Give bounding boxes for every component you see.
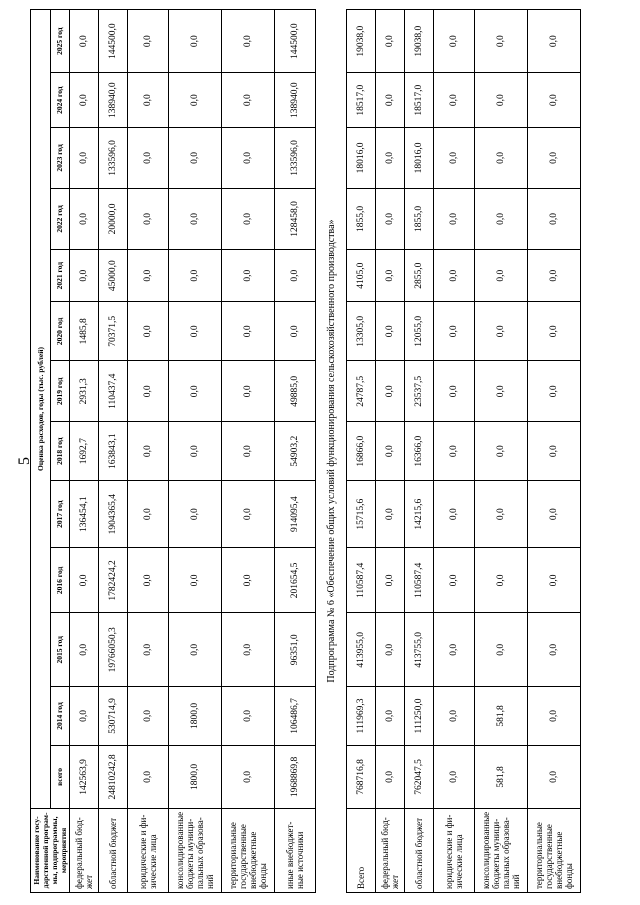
year-column-header: 2024 год xyxy=(50,73,70,128)
value-cell: 0,0 xyxy=(376,361,405,422)
value-cell: 106486,7 xyxy=(275,687,316,746)
value-cell: 24787,5 xyxy=(347,361,376,422)
value-cell: 0,0 xyxy=(528,745,581,808)
value-cell: 0,0 xyxy=(222,249,275,302)
row-label: юридические и фи-зические лица xyxy=(434,808,475,892)
value-cell: 0,0 xyxy=(169,302,222,361)
value-cell: 0,0 xyxy=(528,548,581,613)
value-cell: 24810242,8 xyxy=(99,745,128,808)
value-cell: 413955,0 xyxy=(347,613,376,687)
year-column-header: 2021 год xyxy=(50,249,70,302)
value-cell: 0,0 xyxy=(128,687,169,746)
value-cell: 0,0 xyxy=(434,687,475,746)
value-cell: 0,0 xyxy=(169,481,222,548)
value-cell: 0,0 xyxy=(70,613,99,687)
value-cell: 0,0 xyxy=(434,127,475,188)
value-cell: 0,0 xyxy=(169,422,222,481)
subprogram-title: Подпрограмма № 6 «Обеспечение общих условий функционирования сельскохозяйственного производства» xyxy=(325,219,337,683)
value-cell: 0,0 xyxy=(70,687,99,746)
value-cell: 20000,0 xyxy=(99,188,128,249)
value-cell: 4105,0 xyxy=(347,249,376,302)
value-cell: 18517,0 xyxy=(405,73,434,128)
year-column-header: 2017 год xyxy=(50,481,70,548)
value-cell: 0,0 xyxy=(169,127,222,188)
value-cell: 0,0 xyxy=(275,249,316,302)
value-cell: 0,0 xyxy=(222,613,275,687)
value-cell: 0,0 xyxy=(528,249,581,302)
value-cell: 0,0 xyxy=(128,188,169,249)
value-cell: 0,0 xyxy=(128,73,169,128)
value-cell: 142563,9 xyxy=(70,745,99,808)
year-column-header: 2023 год xyxy=(50,127,70,188)
value-cell: 0,0 xyxy=(376,481,405,548)
value-cell: 0,0 xyxy=(222,188,275,249)
value-cell: 1800,0 xyxy=(169,745,222,808)
value-cell: 133596,0 xyxy=(275,127,316,188)
value-cell: 0,0 xyxy=(222,687,275,746)
row-label: территориальные государственные внебюджетные фонды xyxy=(222,808,275,892)
row-label: Всего xyxy=(347,808,376,892)
value-cell: 49885,0 xyxy=(275,361,316,422)
value-cell: 0,0 xyxy=(434,188,475,249)
year-header-row xyxy=(50,10,70,893)
value-cell: 0,0 xyxy=(528,127,581,188)
value-cell: 0,0 xyxy=(434,745,475,808)
year-column-header: 2020 год xyxy=(50,302,70,361)
row-label: федеральный бюд-жет xyxy=(70,808,99,892)
value-cell: 0,0 xyxy=(376,188,405,249)
value-cell: 19766050,3 xyxy=(99,613,128,687)
row-label: федеральный бюд-жет xyxy=(376,808,405,892)
year-column-header: 2025 год xyxy=(50,10,70,73)
value-cell: 0,0 xyxy=(434,10,475,73)
table-row xyxy=(128,10,169,893)
value-cell: 0,0 xyxy=(222,361,275,422)
year-column-header: 2022 год xyxy=(50,188,70,249)
table-row xyxy=(222,10,275,893)
value-cell: 128458,0 xyxy=(275,188,316,249)
value-cell: 0,0 xyxy=(434,613,475,687)
table-row xyxy=(434,10,475,893)
year-column-header: 2015 год xyxy=(50,613,70,687)
row-label: территориальные государственные внебюджетные фонды xyxy=(528,808,581,892)
value-cell: 0,0 xyxy=(169,361,222,422)
value-cell: 581,8 xyxy=(475,745,528,808)
value-cell: 0,0 xyxy=(528,481,581,548)
value-cell: 0,0 xyxy=(128,10,169,73)
row-label: консолидированные бюджеты муници-пальных образова-ний xyxy=(169,808,222,892)
value-cell: 0,0 xyxy=(128,613,169,687)
value-cell: 0,0 xyxy=(169,613,222,687)
value-cell: 0,0 xyxy=(434,73,475,128)
value-cell: 0,0 xyxy=(70,548,99,613)
table-row xyxy=(99,10,128,893)
value-cell: 1485,8 xyxy=(70,302,99,361)
year-column-header: 2018 год xyxy=(50,422,70,481)
value-cell: 0,0 xyxy=(376,613,405,687)
table-row xyxy=(528,10,581,893)
year-column-header: 2014 год xyxy=(50,687,70,746)
value-cell: 16866,0 xyxy=(347,422,376,481)
value-cell: 0,0 xyxy=(128,548,169,613)
value-cell: 0,0 xyxy=(128,361,169,422)
value-cell: 1692,7 xyxy=(70,422,99,481)
value-cell: 0,0 xyxy=(475,613,528,687)
value-cell: 0,0 xyxy=(475,302,528,361)
value-cell: 0,0 xyxy=(376,687,405,746)
value-cell: 13305,0 xyxy=(347,302,376,361)
table-row xyxy=(275,10,316,893)
expense-group-header: Оценка расходов, годы (тыс. рублей) xyxy=(31,10,51,809)
value-cell: 0,0 xyxy=(434,361,475,422)
value-cell: 136454,1 xyxy=(70,481,99,548)
value-cell: 0,0 xyxy=(70,188,99,249)
value-cell: 0,0 xyxy=(475,422,528,481)
value-cell: 0,0 xyxy=(376,302,405,361)
value-cell: 1800,0 xyxy=(169,687,222,746)
value-cell: 2931,3 xyxy=(70,361,99,422)
page-number: 5 xyxy=(16,457,33,465)
value-cell: 19038,0 xyxy=(347,10,376,73)
row-label: областной бюджет xyxy=(99,808,128,892)
value-cell: 0,0 xyxy=(475,548,528,613)
table-row xyxy=(347,10,376,893)
name-column-header: Наименование госу-дарственной програм-мы, подпрограммы, мероприятия xyxy=(31,808,70,892)
value-cell: 0,0 xyxy=(222,548,275,613)
section-2-body xyxy=(347,10,581,893)
value-cell: 0,0 xyxy=(169,249,222,302)
value-cell: 0,0 xyxy=(222,73,275,128)
value-cell: 96351,0 xyxy=(275,613,316,687)
value-cell: 1968869,8 xyxy=(275,745,316,808)
value-cell: 23537,5 xyxy=(405,361,434,422)
value-cell: 1904365,4 xyxy=(99,481,128,548)
value-cell: 1855,0 xyxy=(405,188,434,249)
value-cell: 0,0 xyxy=(128,745,169,808)
row-label: областной бюджет xyxy=(405,808,434,892)
value-cell: 762047,5 xyxy=(405,745,434,808)
value-cell: 914095,4 xyxy=(275,481,316,548)
value-cell: 0,0 xyxy=(528,188,581,249)
value-cell: 0,0 xyxy=(475,127,528,188)
value-cell: 0,0 xyxy=(475,249,528,302)
value-cell: 15715,6 xyxy=(347,481,376,548)
value-cell: 0,0 xyxy=(376,548,405,613)
section-1-body xyxy=(70,10,316,893)
value-cell: 144500,0 xyxy=(99,10,128,73)
table-row xyxy=(405,10,434,893)
row-label: консолидированные бюджеты муници-пальных образова-ний xyxy=(475,808,528,892)
value-cell: 133596,0 xyxy=(99,127,128,188)
value-cell: 413755,0 xyxy=(405,613,434,687)
value-cell: 0,0 xyxy=(222,745,275,808)
value-cell: 1782424,2 xyxy=(99,548,128,613)
value-cell: 54903,2 xyxy=(275,422,316,481)
value-cell: 0,0 xyxy=(376,745,405,808)
value-cell: 0,0 xyxy=(169,548,222,613)
value-cell: 111969,3 xyxy=(347,687,376,746)
value-cell: 0,0 xyxy=(70,73,99,128)
value-cell: 0,0 xyxy=(528,361,581,422)
value-cell: 12055,0 xyxy=(405,302,434,361)
table-row xyxy=(475,10,528,893)
value-cell: 0,0 xyxy=(475,481,528,548)
table-row xyxy=(70,10,99,893)
value-cell: 110437,4 xyxy=(99,361,128,422)
value-cell: 0,0 xyxy=(475,188,528,249)
value-cell: 0,0 xyxy=(222,481,275,548)
value-cell: 0,0 xyxy=(376,73,405,128)
value-cell: 70371,5 xyxy=(99,302,128,361)
value-cell: 18016,0 xyxy=(405,127,434,188)
budget-table xyxy=(30,9,581,893)
value-cell: 0,0 xyxy=(70,127,99,188)
value-cell: 0,0 xyxy=(275,302,316,361)
value-cell: 201654,5 xyxy=(275,548,316,613)
value-cell: 2855,0 xyxy=(405,249,434,302)
value-cell: 0,0 xyxy=(128,422,169,481)
value-cell: 0,0 xyxy=(169,73,222,128)
value-cell: 0,0 xyxy=(528,302,581,361)
value-cell: 0,0 xyxy=(128,249,169,302)
value-cell: 0,0 xyxy=(128,481,169,548)
year-column-header: всего xyxy=(50,745,70,808)
year-column-header: 2016 год xyxy=(50,548,70,613)
value-cell: 768716,8 xyxy=(347,745,376,808)
value-cell: 530714,9 xyxy=(99,687,128,746)
value-cell: 1855,0 xyxy=(347,188,376,249)
table-row xyxy=(169,10,222,893)
value-cell: 16366,0 xyxy=(405,422,434,481)
value-cell: 0,0 xyxy=(434,302,475,361)
value-cell: 0,0 xyxy=(376,249,405,302)
value-cell: 138940,0 xyxy=(275,73,316,128)
value-cell: 0,0 xyxy=(528,422,581,481)
row-label: иные внебюджет-ные источники xyxy=(275,808,316,892)
value-cell: 0,0 xyxy=(475,361,528,422)
value-cell: 0,0 xyxy=(434,481,475,548)
value-cell: 0,0 xyxy=(222,422,275,481)
value-cell: 0,0 xyxy=(222,10,275,73)
value-cell: 0,0 xyxy=(376,127,405,188)
value-cell: 19038,0 xyxy=(405,10,434,73)
value-cell: 0,0 xyxy=(70,249,99,302)
value-cell: 0,0 xyxy=(128,302,169,361)
value-cell: 0,0 xyxy=(475,73,528,128)
value-cell: 0,0 xyxy=(434,422,475,481)
value-cell: 0,0 xyxy=(169,188,222,249)
value-cell: 0,0 xyxy=(528,73,581,128)
value-cell: 0,0 xyxy=(169,10,222,73)
value-cell: 14215,6 xyxy=(405,481,434,548)
year-column-header: 2019 год xyxy=(50,361,70,422)
value-cell: 0,0 xyxy=(528,687,581,746)
value-cell: 0,0 xyxy=(528,613,581,687)
value-cell: 18016,0 xyxy=(347,127,376,188)
value-cell: 0,0 xyxy=(222,302,275,361)
value-cell: 0,0 xyxy=(222,127,275,188)
value-cell: 0,0 xyxy=(376,422,405,481)
value-cell: 0,0 xyxy=(528,10,581,73)
value-cell: 0,0 xyxy=(70,10,99,73)
value-cell: 581,8 xyxy=(475,687,528,746)
value-cell: 0,0 xyxy=(434,249,475,302)
value-cell: 18517,0 xyxy=(347,73,376,128)
row-label: юридические и фи-зические лица xyxy=(128,808,169,892)
value-cell: 110587,4 xyxy=(405,548,434,613)
value-cell: 163843,1 xyxy=(99,422,128,481)
value-cell: 0,0 xyxy=(128,127,169,188)
value-cell: 138940,0 xyxy=(99,73,128,128)
value-cell: 0,0 xyxy=(475,10,528,73)
value-cell: 45000,0 xyxy=(99,249,128,302)
value-cell: 0,0 xyxy=(376,10,405,73)
value-cell: 0,0 xyxy=(434,548,475,613)
table-row xyxy=(376,10,405,893)
value-cell: 110587,4 xyxy=(347,548,376,613)
value-cell: 144500,0 xyxy=(275,10,316,73)
value-cell: 111250,0 xyxy=(405,687,434,746)
